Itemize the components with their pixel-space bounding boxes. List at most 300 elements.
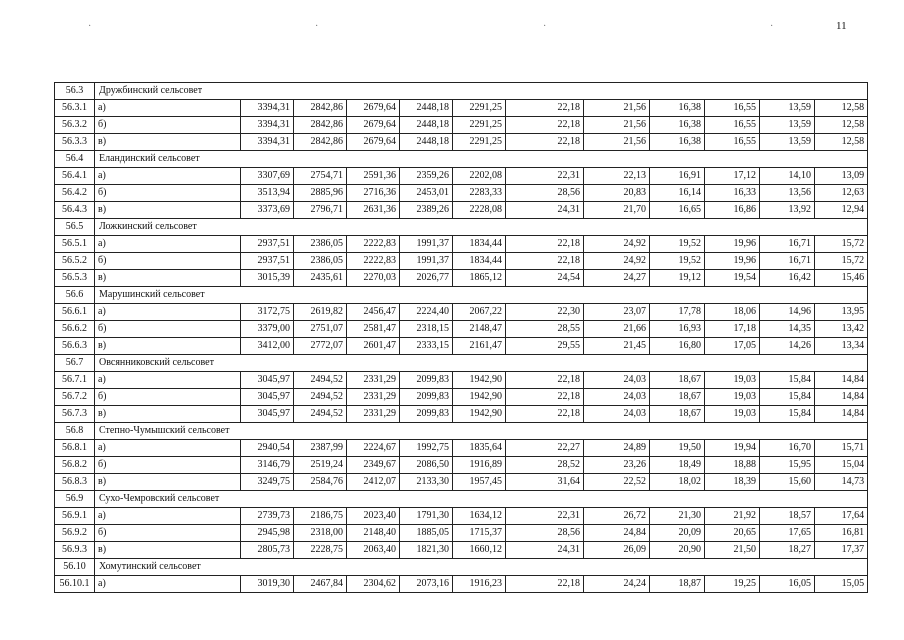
value-cell: 2435,61 xyxy=(294,270,347,287)
value-cell: 2619,82 xyxy=(294,304,347,321)
value-cell: 16,93 xyxy=(650,321,705,338)
value-cell: 18,87 xyxy=(650,576,705,593)
value-cell: 23,07 xyxy=(584,304,650,321)
value-cell: 16,38 xyxy=(650,134,705,151)
value-cell: 17,18 xyxy=(705,321,760,338)
value-cell: 2386,05 xyxy=(294,253,347,270)
value-cell: 2063,40 xyxy=(347,542,400,559)
value-cell: 22,27 xyxy=(506,440,584,457)
value-cell: 22,18 xyxy=(506,576,584,593)
row-code: 56.4.1 xyxy=(55,168,95,185)
value-cell: 2937,51 xyxy=(241,253,294,270)
value-cell: 22,18 xyxy=(506,389,584,406)
row-code: 56.4.2 xyxy=(55,185,95,202)
row-variant: в) xyxy=(95,338,241,355)
section-header-row xyxy=(55,219,868,236)
section-name: Еландинский сельсовет xyxy=(95,151,868,168)
value-cell: 2519,24 xyxy=(294,457,347,474)
value-cell: 2186,75 xyxy=(294,508,347,525)
row-variant: а) xyxy=(95,236,241,253)
section-name: Хомутинский сельсовет xyxy=(95,559,868,576)
value-cell: 21,56 xyxy=(584,100,650,117)
value-cell: 2581,47 xyxy=(347,321,400,338)
value-cell: 17,05 xyxy=(705,338,760,355)
row-variant: а) xyxy=(95,372,241,389)
value-cell: 15,05 xyxy=(815,576,868,593)
value-cell: 2591,36 xyxy=(347,168,400,185)
value-cell: 19,52 xyxy=(650,253,705,270)
value-cell: 2945,98 xyxy=(241,525,294,542)
value-cell: 2224,67 xyxy=(347,440,400,457)
row-code: 56.5.2 xyxy=(55,253,95,270)
value-cell: 12,94 xyxy=(815,202,868,219)
table-row xyxy=(55,542,868,559)
row-code: 56.7.2 xyxy=(55,389,95,406)
table-row xyxy=(55,389,868,406)
value-cell: 2349,67 xyxy=(347,457,400,474)
value-cell: 2099,83 xyxy=(400,406,453,423)
value-cell: 19,03 xyxy=(705,406,760,423)
row-code: 56.4.3 xyxy=(55,202,95,219)
value-cell: 2222,83 xyxy=(347,236,400,253)
value-cell: 2026,77 xyxy=(400,270,453,287)
section-name: Ложкинский сельсовет xyxy=(95,219,868,236)
value-cell: 16,55 xyxy=(705,134,760,151)
value-cell: 16,42 xyxy=(760,270,815,287)
value-cell: 17,12 xyxy=(705,168,760,185)
value-cell: 16,80 xyxy=(650,338,705,355)
value-cell: 28,55 xyxy=(506,321,584,338)
row-code: 56.5.3 xyxy=(55,270,95,287)
table-row xyxy=(55,134,868,151)
value-cell: 14,84 xyxy=(815,389,868,406)
value-cell: 2386,05 xyxy=(294,236,347,253)
value-cell: 2456,47 xyxy=(347,304,400,321)
row-variant: в) xyxy=(95,474,241,491)
value-cell: 24,27 xyxy=(584,270,650,287)
value-cell: 15,04 xyxy=(815,457,868,474)
value-cell: 21,66 xyxy=(584,321,650,338)
value-cell: 2291,25 xyxy=(453,134,506,151)
row-variant: в) xyxy=(95,202,241,219)
value-cell: 16,33 xyxy=(705,185,760,202)
value-cell: 3394,31 xyxy=(241,100,294,117)
value-cell: 2161,47 xyxy=(453,338,506,355)
value-cell: 18,57 xyxy=(760,508,815,525)
value-cell: 22,30 xyxy=(506,304,584,321)
value-cell: 2099,83 xyxy=(400,372,453,389)
value-cell: 3045,97 xyxy=(241,389,294,406)
value-cell: 24,31 xyxy=(506,202,584,219)
section-code: 56.7 xyxy=(55,355,95,372)
value-cell: 1634,12 xyxy=(453,508,506,525)
value-cell: 21,56 xyxy=(584,134,650,151)
row-code: 56.9.1 xyxy=(55,508,95,525)
row-variant: б) xyxy=(95,525,241,542)
value-cell: 2148,40 xyxy=(347,525,400,542)
value-cell: 22,13 xyxy=(584,168,650,185)
value-cell: 2679,64 xyxy=(347,117,400,134)
section-header-row xyxy=(55,151,868,168)
row-variant: а) xyxy=(95,508,241,525)
value-cell: 15,95 xyxy=(760,457,815,474)
value-cell: 1834,44 xyxy=(453,253,506,270)
table-row xyxy=(55,270,868,287)
value-cell: 3249,75 xyxy=(241,474,294,491)
row-code: 56.9.3 xyxy=(55,542,95,559)
value-cell: 22,52 xyxy=(584,474,650,491)
value-cell: 3513,94 xyxy=(241,185,294,202)
table-row xyxy=(55,338,868,355)
value-cell: 19,50 xyxy=(650,440,705,457)
value-cell: 2067,22 xyxy=(453,304,506,321)
value-cell: 19,94 xyxy=(705,440,760,457)
value-cell: 15,72 xyxy=(815,236,868,253)
value-cell: 16,38 xyxy=(650,117,705,134)
value-cell: 17,65 xyxy=(760,525,815,542)
value-cell: 21,30 xyxy=(650,508,705,525)
value-cell: 12,58 xyxy=(815,134,868,151)
row-variant: а) xyxy=(95,440,241,457)
value-cell: 2222,83 xyxy=(347,253,400,270)
row-code: 56.8.3 xyxy=(55,474,95,491)
value-cell: 3379,00 xyxy=(241,321,294,338)
value-cell: 2291,25 xyxy=(453,100,506,117)
value-cell: 24,03 xyxy=(584,406,650,423)
value-cell: 15,71 xyxy=(815,440,868,457)
row-code: 56.10.1 xyxy=(55,576,95,593)
value-cell: 1885,05 xyxy=(400,525,453,542)
section-name: Сухо-Чемровский сельсовет xyxy=(95,491,868,508)
value-cell: 20,90 xyxy=(650,542,705,559)
value-cell: 2073,16 xyxy=(400,576,453,593)
value-cell: 2224,40 xyxy=(400,304,453,321)
page-number: 11 xyxy=(836,20,847,32)
value-cell: 21,56 xyxy=(584,117,650,134)
value-cell: 1660,12 xyxy=(453,542,506,559)
row-code: 56.8.1 xyxy=(55,440,95,457)
value-cell: 2679,64 xyxy=(347,134,400,151)
table-row xyxy=(55,440,868,457)
value-cell: 22,31 xyxy=(506,168,584,185)
value-cell: 14,84 xyxy=(815,406,868,423)
value-cell: 18,27 xyxy=(760,542,815,559)
value-cell: 16,38 xyxy=(650,100,705,117)
value-cell: 22,18 xyxy=(506,406,584,423)
value-cell: 18,02 xyxy=(650,474,705,491)
value-cell: 2494,52 xyxy=(294,406,347,423)
value-cell: 2716,36 xyxy=(347,185,400,202)
value-cell: 21,45 xyxy=(584,338,650,355)
value-cell: 2494,52 xyxy=(294,372,347,389)
section-code: 56.8 xyxy=(55,423,95,440)
value-cell: 2331,29 xyxy=(347,406,400,423)
value-cell: 31,64 xyxy=(506,474,584,491)
value-cell: 2228,08 xyxy=(453,202,506,219)
value-cell: 2228,75 xyxy=(294,542,347,559)
value-cell: 2679,64 xyxy=(347,100,400,117)
value-cell: 22,31 xyxy=(506,508,584,525)
table-row xyxy=(55,457,868,474)
value-cell: 2601,47 xyxy=(347,338,400,355)
value-cell: 28,56 xyxy=(506,185,584,202)
row-variant: в) xyxy=(95,134,241,151)
value-cell: 1942,90 xyxy=(453,372,506,389)
value-cell: 22,18 xyxy=(506,117,584,134)
value-cell: 19,96 xyxy=(705,253,760,270)
scan-mark: · xyxy=(770,21,774,32)
value-cell: 2023,40 xyxy=(347,508,400,525)
value-cell: 15,60 xyxy=(760,474,815,491)
value-cell: 19,52 xyxy=(650,236,705,253)
value-cell: 2448,18 xyxy=(400,100,453,117)
value-cell: 2389,26 xyxy=(400,202,453,219)
value-cell: 1715,37 xyxy=(453,525,506,542)
value-cell: 20,65 xyxy=(705,525,760,542)
value-cell: 2940,54 xyxy=(241,440,294,457)
table-row xyxy=(55,168,868,185)
row-variant: а) xyxy=(95,304,241,321)
section-code: 56.9 xyxy=(55,491,95,508)
row-variant: б) xyxy=(95,389,241,406)
value-cell: 3307,69 xyxy=(241,168,294,185)
value-cell: 18,49 xyxy=(650,457,705,474)
scan-mark: · xyxy=(88,21,92,32)
value-cell: 16,05 xyxy=(760,576,815,593)
value-cell: 24,24 xyxy=(584,576,650,593)
value-cell: 15,84 xyxy=(760,406,815,423)
value-cell: 2318,15 xyxy=(400,321,453,338)
value-cell: 17,37 xyxy=(815,542,868,559)
value-cell: 2270,03 xyxy=(347,270,400,287)
value-cell: 13,09 xyxy=(815,168,868,185)
value-cell: 12,63 xyxy=(815,185,868,202)
value-cell: 3394,31 xyxy=(241,117,294,134)
value-cell: 1821,30 xyxy=(400,542,453,559)
value-cell: 16,81 xyxy=(815,525,868,542)
value-cell: 15,84 xyxy=(760,372,815,389)
value-cell: 16,91 xyxy=(650,168,705,185)
value-cell: 20,83 xyxy=(584,185,650,202)
value-cell: 1916,89 xyxy=(453,457,506,474)
section-name: Дружбинский сельсовет xyxy=(95,83,868,100)
table-row xyxy=(55,321,868,338)
value-cell: 21,92 xyxy=(705,508,760,525)
value-cell: 15,72 xyxy=(815,253,868,270)
section-header-row xyxy=(55,423,868,440)
value-cell: 19,12 xyxy=(650,270,705,287)
section-code: 56.6 xyxy=(55,287,95,304)
section-header-row xyxy=(55,83,868,100)
value-cell: 12,58 xyxy=(815,100,868,117)
row-code: 56.7.3 xyxy=(55,406,95,423)
value-cell: 18,88 xyxy=(705,457,760,474)
value-cell: 2304,62 xyxy=(347,576,400,593)
value-cell: 2448,18 xyxy=(400,134,453,151)
value-cell: 14,35 xyxy=(760,321,815,338)
value-cell: 2751,07 xyxy=(294,321,347,338)
value-cell: 1992,75 xyxy=(400,440,453,457)
value-cell: 2805,73 xyxy=(241,542,294,559)
row-variant: а) xyxy=(95,576,241,593)
section-header-row xyxy=(55,491,868,508)
value-cell: 24,92 xyxy=(584,236,650,253)
value-cell: 1957,45 xyxy=(453,474,506,491)
value-cell: 16,71 xyxy=(760,236,815,253)
value-cell: 18,39 xyxy=(705,474,760,491)
value-cell: 15,46 xyxy=(815,270,868,287)
value-cell: 22,18 xyxy=(506,100,584,117)
value-cell: 14,26 xyxy=(760,338,815,355)
value-cell: 24,84 xyxy=(584,525,650,542)
value-cell: 24,92 xyxy=(584,253,650,270)
value-cell: 1865,12 xyxy=(453,270,506,287)
value-cell: 19,96 xyxy=(705,236,760,253)
value-cell: 2584,76 xyxy=(294,474,347,491)
value-cell: 22,18 xyxy=(506,134,584,151)
value-cell: 29,55 xyxy=(506,338,584,355)
value-cell: 13,59 xyxy=(760,117,815,134)
value-cell: 13,92 xyxy=(760,202,815,219)
value-cell: 2754,71 xyxy=(294,168,347,185)
value-cell: 24,03 xyxy=(584,372,650,389)
value-cell: 2448,18 xyxy=(400,117,453,134)
table-row xyxy=(55,406,868,423)
value-cell: 17,78 xyxy=(650,304,705,321)
table-row xyxy=(55,185,868,202)
table-row xyxy=(55,100,868,117)
value-cell: 1991,37 xyxy=(400,253,453,270)
value-cell: 23,26 xyxy=(584,457,650,474)
row-code: 56.6.1 xyxy=(55,304,95,321)
value-cell: 14,73 xyxy=(815,474,868,491)
value-cell: 2148,47 xyxy=(453,321,506,338)
value-cell: 13,59 xyxy=(760,134,815,151)
section-header-row xyxy=(55,287,868,304)
value-cell: 12,58 xyxy=(815,117,868,134)
section-code: 56.10 xyxy=(55,559,95,576)
value-cell: 17,64 xyxy=(815,508,868,525)
value-cell: 26,09 xyxy=(584,542,650,559)
value-cell: 16,71 xyxy=(760,253,815,270)
row-code: 56.6.3 xyxy=(55,338,95,355)
row-variant: б) xyxy=(95,321,241,338)
value-cell: 2494,52 xyxy=(294,389,347,406)
table-row xyxy=(55,576,868,593)
section-code: 56.5 xyxy=(55,219,95,236)
value-cell: 19,25 xyxy=(705,576,760,593)
table-row xyxy=(55,525,868,542)
value-cell: 1942,90 xyxy=(453,406,506,423)
value-cell: 18,67 xyxy=(650,372,705,389)
section-code: 56.4 xyxy=(55,151,95,168)
value-cell: 28,56 xyxy=(506,525,584,542)
value-cell: 2453,01 xyxy=(400,185,453,202)
value-cell: 1834,44 xyxy=(453,236,506,253)
table-row xyxy=(55,202,868,219)
value-cell: 2086,50 xyxy=(400,457,453,474)
row-variant: б) xyxy=(95,185,241,202)
value-cell: 2412,07 xyxy=(347,474,400,491)
value-cell: 14,10 xyxy=(760,168,815,185)
value-cell: 2796,71 xyxy=(294,202,347,219)
value-cell: 2133,30 xyxy=(400,474,453,491)
value-cell: 2842,86 xyxy=(294,134,347,151)
row-code: 56.3.3 xyxy=(55,134,95,151)
value-cell: 16,14 xyxy=(650,185,705,202)
value-cell: 1991,37 xyxy=(400,236,453,253)
value-cell: 14,96 xyxy=(760,304,815,321)
row-variant: б) xyxy=(95,457,241,474)
value-cell: 15,84 xyxy=(760,389,815,406)
value-cell: 2631,36 xyxy=(347,202,400,219)
value-cell: 24,89 xyxy=(584,440,650,457)
value-cell: 1791,30 xyxy=(400,508,453,525)
table-row xyxy=(55,508,868,525)
row-variant: а) xyxy=(95,168,241,185)
value-cell: 2885,96 xyxy=(294,185,347,202)
value-cell: 3394,31 xyxy=(241,134,294,151)
value-cell: 2359,26 xyxy=(400,168,453,185)
value-cell: 2202,08 xyxy=(453,168,506,185)
value-cell: 18,67 xyxy=(650,389,705,406)
value-cell: 3045,97 xyxy=(241,372,294,389)
value-cell: 1942,90 xyxy=(453,389,506,406)
row-code: 56.8.2 xyxy=(55,457,95,474)
value-cell: 1835,64 xyxy=(453,440,506,457)
scan-mark: · xyxy=(315,21,319,32)
row-code: 56.3.2 xyxy=(55,117,95,134)
row-code: 56.5.1 xyxy=(55,236,95,253)
tariff-table xyxy=(54,82,868,593)
value-cell: 2331,29 xyxy=(347,372,400,389)
value-cell: 24,54 xyxy=(506,270,584,287)
table-row xyxy=(55,253,868,270)
value-cell: 2842,86 xyxy=(294,117,347,134)
value-cell: 16,55 xyxy=(705,117,760,134)
value-cell: 13,59 xyxy=(760,100,815,117)
value-cell: 21,50 xyxy=(705,542,760,559)
value-cell: 24,31 xyxy=(506,542,584,559)
value-cell: 2291,25 xyxy=(453,117,506,134)
section-name: Марушинский сельсовет xyxy=(95,287,868,304)
table-row xyxy=(55,304,868,321)
row-variant: в) xyxy=(95,270,241,287)
value-cell: 22,18 xyxy=(506,372,584,389)
value-cell: 20,09 xyxy=(650,525,705,542)
scan-mark: · xyxy=(543,21,547,32)
value-cell: 3045,97 xyxy=(241,406,294,423)
value-cell: 16,86 xyxy=(705,202,760,219)
value-cell: 19,54 xyxy=(705,270,760,287)
value-cell: 2331,29 xyxy=(347,389,400,406)
section-name: Степно-Чумышский сельсовет xyxy=(95,423,868,440)
table-row xyxy=(55,117,868,134)
value-cell: 22,18 xyxy=(506,236,584,253)
value-cell: 24,03 xyxy=(584,389,650,406)
value-cell: 3412,00 xyxy=(241,338,294,355)
value-cell: 2772,07 xyxy=(294,338,347,355)
value-cell: 2387,99 xyxy=(294,440,347,457)
value-cell: 13,95 xyxy=(815,304,868,321)
value-cell: 21,70 xyxy=(584,202,650,219)
section-name: Овсянниковский сельсовет xyxy=(95,355,868,372)
section-header-row xyxy=(55,355,868,372)
value-cell: 13,56 xyxy=(760,185,815,202)
value-cell: 19,03 xyxy=(705,389,760,406)
value-cell: 1916,23 xyxy=(453,576,506,593)
value-cell: 2099,83 xyxy=(400,389,453,406)
